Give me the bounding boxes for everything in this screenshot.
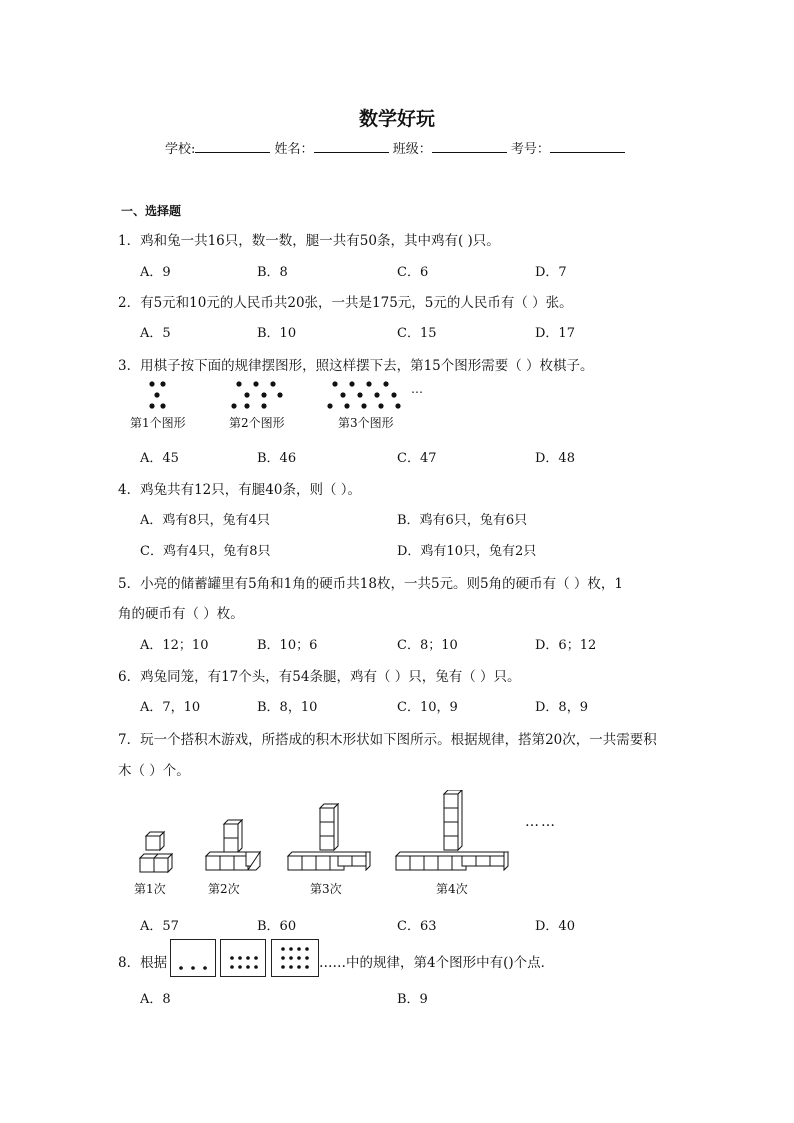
- q2-option-d[interactable]: D．17: [535, 326, 575, 341]
- q3-figure-label-1: 第1个图形: [130, 416, 186, 430]
- stack-2: [206, 820, 260, 870]
- number-label: 考号：: [510, 142, 550, 157]
- school-label: 学校:: [165, 142, 196, 157]
- q3-ellipsis: …: [411, 382, 423, 396]
- class-label: 班级：: [392, 142, 432, 157]
- q6-option-d[interactable]: D．8，9: [535, 700, 588, 715]
- q7-figure-label-1: 第1次: [134, 882, 166, 896]
- q5-option-c[interactable]: C．8；10: [397, 638, 458, 653]
- school-blank: [195, 138, 270, 153]
- section-heading: 一、选择题: [121, 204, 182, 218]
- q6-option-c[interactable]: C．10，9: [397, 700, 458, 715]
- q1-option-d[interactable]: D．7: [535, 265, 567, 280]
- q2-option-c[interactable]: C．15: [397, 326, 437, 341]
- question-5-line-2: 角的硬币有（ ）枚。: [118, 606, 244, 622]
- q3-figure-label-2: 第2个图形: [229, 416, 285, 430]
- question-3: 3．用棋子按下面的规律摆图形，照这样摆下去，第15个图形需要（ ）枚棋子。: [118, 358, 594, 374]
- question-8-end: ……中的规律，第4个图形中有()个点．: [319, 955, 555, 971]
- q5-option-a[interactable]: A．12；10: [140, 638, 209, 653]
- question-5: 5．小亮的储蓄罐里有5角和1角的硬币共18枚，一共5元。则5角的硬币有（ ）枚，1: [118, 576, 624, 592]
- q3-figure-label-3: 第3个图形: [338, 416, 394, 430]
- q4-option-b[interactable]: B．鸡有6只，兔有6只: [397, 513, 528, 528]
- stack-3: [288, 804, 370, 870]
- q4-option-c[interactable]: C．鸡有4只，兔有8只: [140, 544, 271, 559]
- q3-option-c[interactable]: C．47: [397, 451, 437, 466]
- question-7: 7．玩一个搭积木游戏，所搭成的积木形状如下图所示。根据规律，搭第20次，一共需要积: [118, 732, 657, 748]
- q5-option-d[interactable]: D．6；12: [535, 638, 597, 653]
- dot-box-1: [170, 939, 216, 977]
- stack-1: [140, 832, 172, 872]
- q7-option-d[interactable]: D．40: [535, 919, 575, 934]
- q8-option-b[interactable]: B．9: [397, 992, 428, 1007]
- q7-option-b[interactable]: B．60: [257, 919, 297, 934]
- name-blank: [314, 138, 389, 153]
- q7-figure-label-2: 第2次: [208, 882, 240, 896]
- q3-option-a[interactable]: A．45: [140, 451, 179, 466]
- q7-figure-label-4: 第4次: [436, 882, 468, 896]
- q1-option-a[interactable]: A．9: [140, 265, 171, 280]
- q7-ellipsis: ……: [525, 814, 557, 830]
- name-label: 姓名：: [274, 142, 314, 157]
- chess-pattern-figure: [130, 378, 430, 414]
- page-title: 数学好玩: [358, 108, 435, 130]
- q7-option-c[interactable]: C．63: [397, 919, 437, 934]
- stack-4: [396, 790, 508, 870]
- q6-option-a[interactable]: A．7，10: [140, 700, 201, 715]
- dot-box-3: [271, 939, 319, 977]
- block-stack-figure: [130, 790, 520, 880]
- q2-option-b[interactable]: B．10: [257, 326, 297, 341]
- q5-option-b[interactable]: B．10；6: [257, 638, 318, 653]
- q4-option-a[interactable]: A．鸡有8只，兔有4只: [140, 513, 270, 528]
- dot-box-2: [220, 939, 266, 977]
- q6-option-b[interactable]: B．8，10: [257, 700, 318, 715]
- q3-option-b[interactable]: B．46: [257, 451, 297, 466]
- q1-option-c[interactable]: C．6: [397, 265, 429, 280]
- question-2: 2．有5元和10元的人民币共20张，一共是175元，5元的人民币有（ ）张。: [118, 295, 573, 311]
- q8-option-a[interactable]: A．8: [140, 992, 171, 1007]
- q7-option-a[interactable]: A．57: [140, 919, 179, 934]
- number-blank: [550, 138, 625, 153]
- q4-option-d[interactable]: D．鸡有10只，兔有2只: [397, 544, 537, 559]
- question-8-start: 8．根据: [118, 955, 168, 971]
- q3-option-d[interactable]: D．48: [535, 451, 575, 466]
- student-info-line: [165, 138, 625, 157]
- question-6: 6．鸡兔同笼，有17个头，有54条腿，鸡有（ ）只，兔有（ ）只。: [118, 669, 521, 685]
- class-blank: [432, 138, 507, 153]
- q2-option-a[interactable]: A．5: [140, 326, 171, 341]
- question-4: 4．鸡兔共有12只，有腿40条，则（ ）。: [118, 482, 361, 498]
- q7-figure-label-3: 第3次: [310, 882, 342, 896]
- question-1: 1．鸡和兔一共16只，数一数，腿一共有50条，其中鸡有( )只。: [118, 233, 500, 249]
- question-7-line-2: 木（ ）个。: [118, 763, 190, 779]
- q1-option-b[interactable]: B．8: [257, 265, 288, 280]
